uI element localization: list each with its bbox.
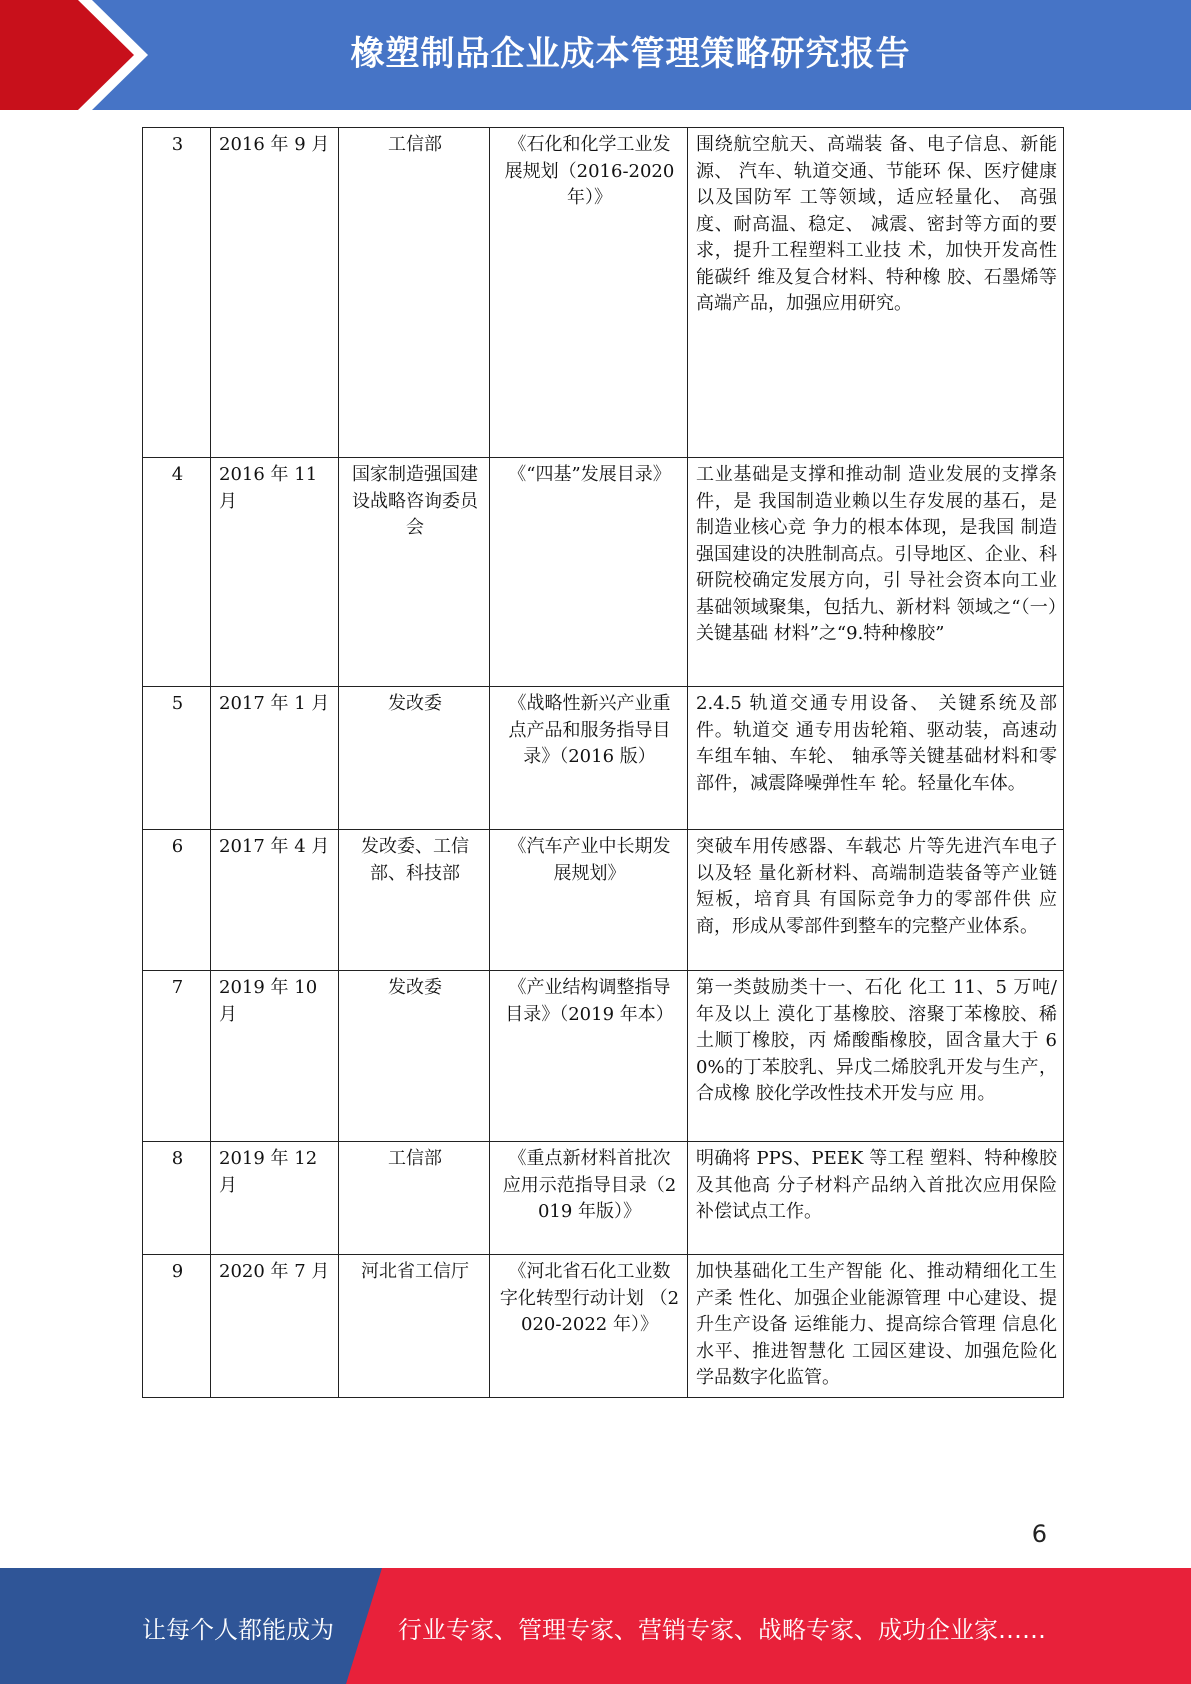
table-row [143,458,1064,687]
policy-content: 明确将 PPS、PEEK 等工程 塑料、特种橡胶及其他高 分子材料产品纳入首批次应用保险补偿试点工作。 [688,1142,1064,1255]
page-footer [0,1568,1191,1684]
issuing-department: 发改委 [339,971,490,1142]
issue-date: 2017 年 1 月 [211,687,339,830]
issue-date: 2019 年 12 月 [211,1142,339,1255]
policy-content: 围绕航空航天、高端装 备、电子信息、新能源、 汽车、轨道交通、节能环 保、医疗健康以及国防军 工等领域，适应轻量化、 高强度、耐高温、稳定、 减震、密封等方面的要 求，提升工程塑料工业技 术，加快开发高性能碳纤 维及复合材料、特种橡 胶、石墨烯等高端产品，加强应用研究。 [688,128,1064,458]
issue-date: 2016 年 9 月 [211,128,339,458]
issue-date: 2019 年 10 月 [211,971,339,1142]
issuing-department: 工信部 [339,128,490,458]
issuing-department: 国家制造强国建 设战略咨询委员 会 [339,458,490,687]
policy-document: 《“四基”发展目录》 [490,458,688,687]
issuing-department: 工信部 [339,1142,490,1255]
row-number: 7 [143,971,211,1142]
policy-content: 加快基础化工生产智能 化、推动精细化工生产柔 性化、加强企业能源管理 中心建设、提升生产设备 运维能力、提高综合管理 信息化水平、推进智慧化 工园区建设、加强危险化 学品数字化监管。 [688,1255,1064,1398]
policy-document: 《产业结构调整指导 目录》（2019 年本） [490,971,688,1142]
issuing-department: 河北省工信厅 [339,1255,490,1398]
table-row [143,687,1064,830]
row-number: 6 [143,830,211,971]
footer-slogan-right: 行业专家、管理专家、营销专家、战略专家、成功企业家…… [398,1616,1046,1644]
footer-slogan-left: 让每个人都能成为 [142,1616,334,1644]
policy-content: 突破车用传感器、车载芯 片等先进汽车电子以及轻 量化新材料、高端制造装备等产业链短板，培育具 有国际竞争力的零部件供 应商，形成从零部件到整车的完整产业体系。 [688,830,1064,971]
issue-date: 2020 年 7 月 [211,1255,339,1398]
policy-content: 2.4.5 轨道交通专用设备、 关键系统及部件。轨道交 通专用齿轮箱、驱动装，高速动车组车轴、车轮、 轴承等关键基础材料和零 部件，减震降噪弹性车 轮。轻量化车体。 [688,687,1064,830]
row-number: 9 [143,1255,211,1398]
row-number: 5 [143,687,211,830]
policy-document: 《河北省石化工业数 字化转型行动计划 （2020-2022 年）》 [490,1255,688,1398]
policy-table [142,127,1064,1398]
row-number: 8 [143,1142,211,1255]
policy-document: 《石化和化学工业发 展规划（2016-2020 年）》 [490,128,688,458]
issuing-department: 发改委、工信部、科技部 [339,830,490,971]
page-header [0,0,1191,110]
policy-document: 《重点新材料首批次 应用示范指导目录（2019 年版）》 [490,1142,688,1255]
table-row [143,128,1064,458]
table-row [143,830,1064,971]
policy-content: 第一类鼓励类十一、石化 化工 11、5 万吨/年及以上 漠化丁基橡胶、溶聚丁苯橡胶、稀土顺丁橡胶，丙 烯酸酯橡胶，固含量大于 60%的丁苯胶乳、异戊二烯胶乳开发与生产，合成橡 胶化学改性技术开发与应 用。 [688,971,1064,1142]
page-number: 6 [1031,1520,1047,1548]
table-row [143,1255,1064,1398]
row-number: 4 [143,458,211,687]
policy-document: 《汽车产业中长期发 展规划》 [490,830,688,971]
header-title: 橡塑制品企业成本管理策略研究报告 [350,34,911,74]
issue-date: 2016 年 11 月 [211,458,339,687]
issue-date: 2017 年 4 月 [211,830,339,971]
row-number: 3 [143,128,211,458]
table-row [143,1142,1064,1255]
policy-document: 《战略性新兴产业重 点产品和服务指导目 录》（2016 版） [490,687,688,830]
table-row [143,971,1064,1142]
policy-content: 工业基础是支撑和推动制 造业发展的支撑条件，是 我国制造业赖以生存发展的基石，是制造业核心竞 争力的根本体现，是我国 制造强国建设的决胜制高点。引导地区、企业、科 研院校确定发展方向，引 导社会资本向工业基础领域聚集，包括九、新材料 领域之“（一）关键基础 材料”之“9.特种橡胶” [688,458,1064,687]
issuing-department: 发改委 [339,687,490,830]
